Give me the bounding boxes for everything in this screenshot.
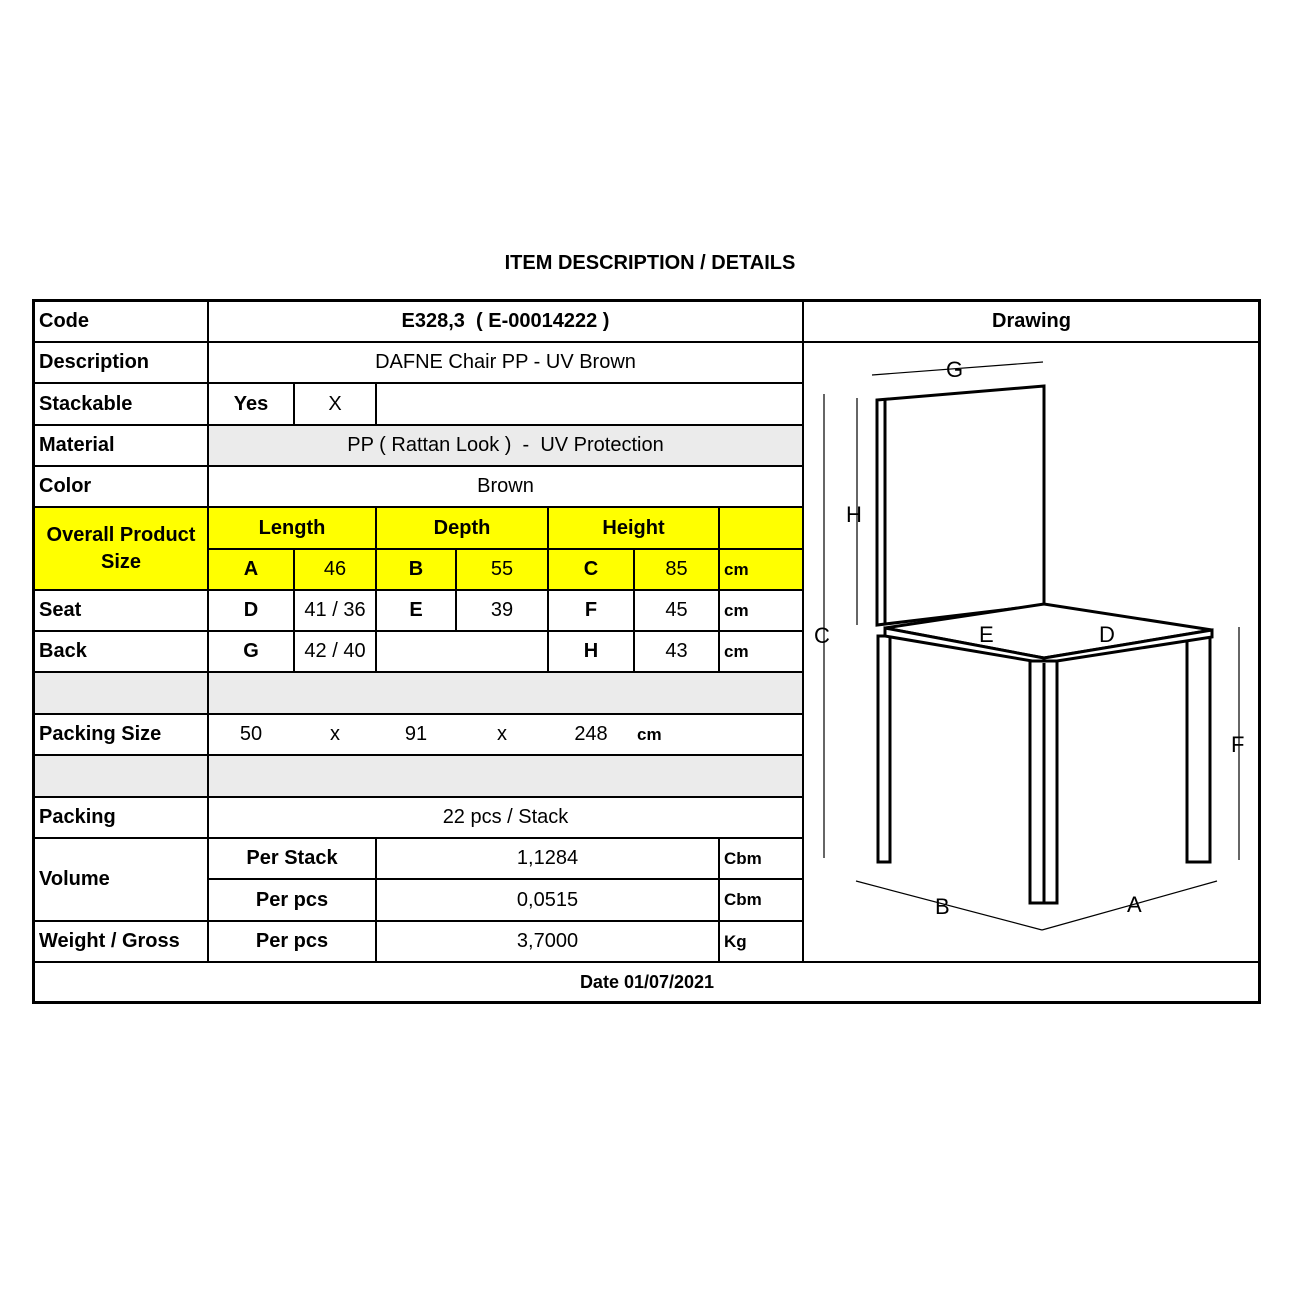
drawing-label-b: B [935,894,950,919]
drawing-label-h: H [846,502,862,527]
dim-h-value: 43 [665,640,688,662]
dim-e-letter: E [409,599,423,621]
stackable-mark: X [328,392,342,415]
chair-leg-back-right [1187,636,1210,862]
back-unit: cm [724,641,749,661]
overall-size-label-line1: Overall Product [46,523,196,546]
volume-per-stack-unit: Cbm [724,848,762,868]
code-value: E328,3 ( E-00014222 ) [401,309,610,332]
dim-d-letter: D [243,599,259,621]
back-label: Back [39,640,87,662]
volume-per-pcs-unit: Cbm [724,890,762,909]
chair-backrest [877,386,1044,625]
material-label: Material [39,434,115,456]
weight-unit: Kg [724,931,747,951]
dim-c-letter: C [583,558,599,580]
packing-value: 22 pcs / Stack [442,806,569,828]
drawing-label-a: A [1127,892,1142,917]
dim-g-letter: G [243,640,259,662]
drawing-label-f: F [1231,732,1245,757]
dim-a-value: 46 [323,558,347,580]
color-label: Color [39,475,92,497]
chair-leg-back-left [878,636,890,862]
seat-unit: cm [724,600,749,620]
overall-unit: cm [724,559,749,579]
weight-label: Weight / Gross [39,930,180,952]
material-value: PP ( Rattan Look ) - UV Protection [347,434,664,456]
dim-g-value: 42 / 40 [304,640,366,662]
code-label: Code [39,309,89,332]
packing-size-v2: 91 [404,723,428,745]
description-value: DAFNE Chair PP - UV Brown [375,351,636,373]
stackable-yes: Yes [233,392,269,415]
volume-label: Volume [39,868,110,890]
length-header: Length [258,516,326,539]
drawing-label-c: C [814,623,830,648]
volume-per-pcs-value: 0,0515 [516,888,579,911]
description-label: Description [39,351,150,373]
dim-f-value: 45 [665,599,688,621]
dim-a-letter: A [243,558,259,580]
dim-c-value: 85 [665,558,688,580]
volume-per-pcs-label: Per pcs [255,888,329,911]
color-value: Brown [477,475,534,497]
packing-size-x1: x [330,723,340,745]
document-title: ITEM DESCRIPTION / DETAILS [504,252,796,274]
volume-per-stack-value: 1,1284 [516,847,579,869]
weight-value: 3,7000 [516,930,579,952]
dim-f-letter: F [584,599,598,621]
height-header: Height [602,516,665,539]
packing-size-x2: x [497,723,507,745]
depth-header: Depth [433,516,491,539]
date-footer: Date 01/07/2021 [579,971,715,992]
dim-d-value: 41 / 36 [304,599,366,621]
packing-size-label: Packing Size [39,723,162,745]
dim-e-value: 39 [490,599,514,621]
dim-b-value: 55 [490,558,514,580]
volume-per-stack-label: Per Stack [246,847,338,869]
seat-label: Seat [39,599,82,621]
drawing-label-g: G [946,357,964,382]
packing-size-v1: 50 [239,723,263,745]
drawing-label-d: D [1099,622,1115,647]
dim-h-letter: H [583,640,599,662]
weight-per-pcs-label: Per pcs [255,930,329,952]
packing-size-v3: 248 [574,723,608,745]
overall-size-label-line2: Size [100,550,142,573]
packing-label: Packing [39,806,116,828]
drawing-header: Drawing [992,309,1071,332]
drawing-label-e: E [979,622,994,647]
stackable-label: Stackable [39,392,133,415]
packing-size-unit: cm [637,724,662,744]
dim-b-letter: B [408,558,424,580]
